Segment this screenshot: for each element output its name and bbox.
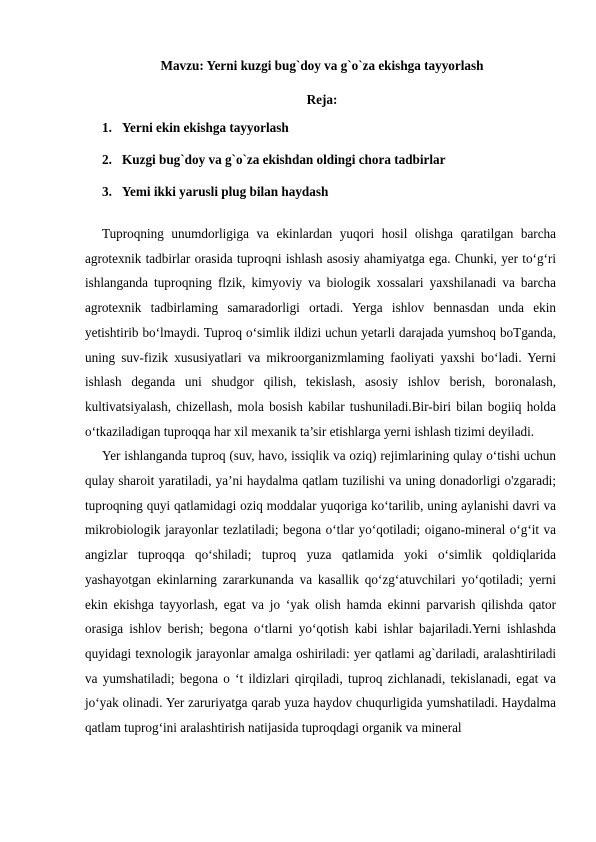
document-body	[85, 222, 556, 741]
plan-item-number: 3.	[102, 184, 112, 199]
plan-item-number: 1.	[102, 120, 112, 135]
plan-item	[102, 184, 446, 216]
plan-heading: Reja:	[306, 92, 338, 107]
body-paragraph: Yer ishlanganda tuproq (suv, havo, issiqlik va oziq) rejimlarining qulay o‘tishi uchun qulay sharoit yaratiladi, ya’ni haydalma qatlam tuzilishi va uning donadorligi o'zgaradi; tuproqning quyi qatlamidagi oziq moddalar yuqoriga ko‘tarilib, uning aylanishi davri va mikrobiologik jarayonlar tezlatiladi; begona o‘tlar yo‘qotiladi; oigano-mineral o‘g‘it va angizlar tuproqqa qo‘shiladi; tuproq yuza qatlamida yoki o‘simlik qoldiqlarida yashayotgan ekinlarning zararkunanda va kasallik qo‘zg‘atuvchilari yo‘qotiladi; yerni ekin ekishga tayyorlash, egat va jo ‘yak olish hamda ekinni parvarish qilishda qator orasiga ishlov berish; begona o‘tlarni yo‘qotish kabi ishlar bajariladi.Yerni ishlashda quyidagi texnologik jarayonlar amalga oshiriladi: yer qatlami ag`dariladi, aralashtiriladi va yumshatiladi; begona o ‘t ildizlari qirqiladi, tuproq zichlanadi, tekislanadi, egat va jo‘yak olinadi. Yer zaruriyatga qarab yuza haydov chuqurligida yumshatiladi. Haydalma qatlam tuprog‘ini aralashtirish natijasida tuproqdagi organik va mineral	[85, 448, 556, 736]
plan-item-text: Yerni ekin ekishga tayyorlash	[122, 120, 289, 135]
body-paragraph: Tuproqning unumdorligiga va ekinlardan yuqori hosil olishga qaratilgan barcha agrotexnik tadbirlar orasida tuproqni ishlash asosiy ahamiyatga ega. Chunki, yer to‘g‘ri ishlanganda tuproqning flzik, kimyoviy va biologik xossalari yaxshilanadi va barcha agrotexnik tadbirlaming samaradorligi ortadi. Yerga ishlov bennasdan unda ekin yetishtirib bo‘lmaydi. Tuproq o‘simlik ildizi uchun yetarli darajada yumshoq boTganda, uning suv-fizik xususiyatlari va mikroorganizmlaming faoliyati yaxshi bo‘ladi. Yerni ishlash deganda uni shudgor qilish, tekislash, asosiy ishlov berish, boronalash, kultivatsiyalash, chizellash, mola bosish kabilar tushuniladi.Bir-biri bilan bogiiq holda o‘tkaziladigan tuproqqa har xil mexanik ta’sir etishlarga yerni ishlash tizimi deyiladi.	[85, 226, 556, 439]
plan-item-text: Kuzgi bug`doy va g`o`za ekishdan oldingi chora tadbirlar	[122, 152, 446, 167]
document-title: Mavzu: Yerni kuzgi bug`doy va g`o`za ekishga tayyorlash	[160, 58, 484, 73]
plan-item	[102, 120, 446, 152]
plan-item-number: 2.	[102, 152, 112, 167]
plan-item	[102, 152, 446, 184]
plan-list	[102, 120, 446, 216]
plan-item-text: Yemi ikki yarusli plug bilan haydash	[122, 184, 329, 199]
